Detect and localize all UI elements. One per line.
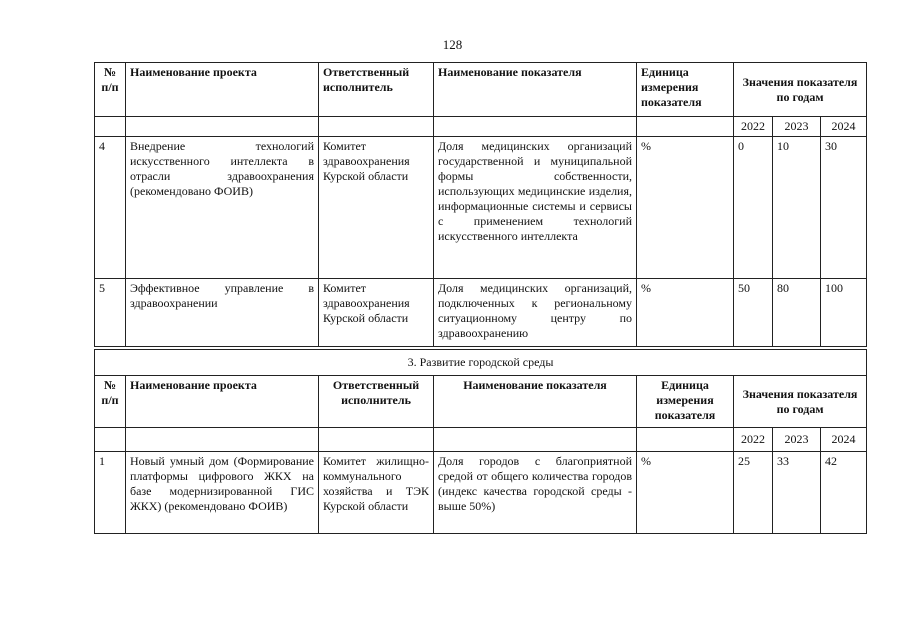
year-row-spacer xyxy=(95,117,126,137)
row-unit: % xyxy=(637,279,734,347)
year-row-spacer xyxy=(126,117,319,137)
year-row-spacer xyxy=(434,117,637,137)
year-header-2022: 2022 xyxy=(734,428,773,452)
header-num: № п/п xyxy=(95,63,126,117)
year-header-2023: 2023 xyxy=(773,428,821,452)
row-unit: % xyxy=(637,137,734,279)
row-value-2024: 30 xyxy=(821,137,867,279)
year-row-spacer xyxy=(319,428,434,452)
year-row-spacer xyxy=(434,428,637,452)
header-values: Значения показателя по годам xyxy=(734,376,867,428)
row-responsible: Комитет жилищно-коммунального хозяйства и ТЭК Курской области xyxy=(319,452,434,534)
row-indicator: Доля медицинских организаций государственной и муниципальной формы собственности, использующих медицинские изделия, информационные системы и сервисы с применением технологий искусственного интеллекта xyxy=(434,137,637,279)
row-unit: % xyxy=(637,452,734,534)
header-values: Значения показателя по годам xyxy=(734,63,867,117)
year-header-2024: 2024 xyxy=(821,117,867,137)
table-row xyxy=(95,279,867,347)
header-num: № п/п xyxy=(95,376,126,428)
row-indicator: Доля медицинских организаций, подключенных к региональному ситуационному центру по здравоохранению xyxy=(434,279,637,347)
year-header-2022: 2022 xyxy=(734,117,773,137)
row-value-2023: 80 xyxy=(773,279,821,347)
header-indicator: Наименование показателя xyxy=(434,63,637,117)
page-number: 128 xyxy=(442,37,463,52)
header-unit: Единица измерения показателя xyxy=(637,63,734,117)
year-row-spacer xyxy=(637,428,734,452)
year-row-spacer xyxy=(95,428,126,452)
row-num: 4 xyxy=(95,137,126,279)
row-value-2022: 50 xyxy=(734,279,773,347)
row-project: Эффективное управление в здравоохранении xyxy=(126,279,319,347)
header-unit: Единица измерения показателя xyxy=(637,376,734,428)
section-title: 3. Развитие городской среды xyxy=(95,350,867,376)
row-value-2023: 10 xyxy=(773,137,821,279)
row-value-2024: 42 xyxy=(821,452,867,534)
year-row-spacer xyxy=(319,117,434,137)
row-num: 5 xyxy=(95,279,126,347)
year-row-spacer xyxy=(126,428,319,452)
row-responsible: Комитет здравоохранения Курской области xyxy=(319,137,434,279)
row-value-2022: 25 xyxy=(734,452,773,534)
header-project: Наименование проекта xyxy=(126,376,319,428)
projects-table-section-3 xyxy=(94,349,867,534)
row-value-2024: 100 xyxy=(821,279,867,347)
projects-table-section-2 xyxy=(94,62,867,347)
row-num: 1 xyxy=(95,452,126,534)
row-responsible: Комитет здравоохранения Курской области xyxy=(319,279,434,347)
year-row-spacer xyxy=(637,117,734,137)
row-indicator: Доля городов с благоприятной средой от общего количества городов (индекс качества городской среды - выше 50%) xyxy=(434,452,637,534)
year-header-2024: 2024 xyxy=(821,428,867,452)
header-responsible: Ответственный исполнитель xyxy=(319,63,434,117)
table-row xyxy=(95,137,867,279)
table-row xyxy=(95,452,867,534)
header-responsible: Ответственный исполнитель xyxy=(319,376,434,428)
row-project: Внедрение технологий искусственного интеллекта в отрасли здравоохранения (рекомендовано ФОИВ) xyxy=(126,137,319,279)
header-indicator: Наименование показателя xyxy=(434,376,637,428)
row-value-2023: 33 xyxy=(773,452,821,534)
row-project: Новый умный дом (Формирование платформы цифрового ЖКХ на базе модернизированной ГИС ЖКХ) (рекомендовано ФОИВ) xyxy=(126,452,319,534)
header-project: Наименование проекта xyxy=(126,63,319,117)
year-header-2023: 2023 xyxy=(773,117,821,137)
row-value-2022: 0 xyxy=(734,137,773,279)
